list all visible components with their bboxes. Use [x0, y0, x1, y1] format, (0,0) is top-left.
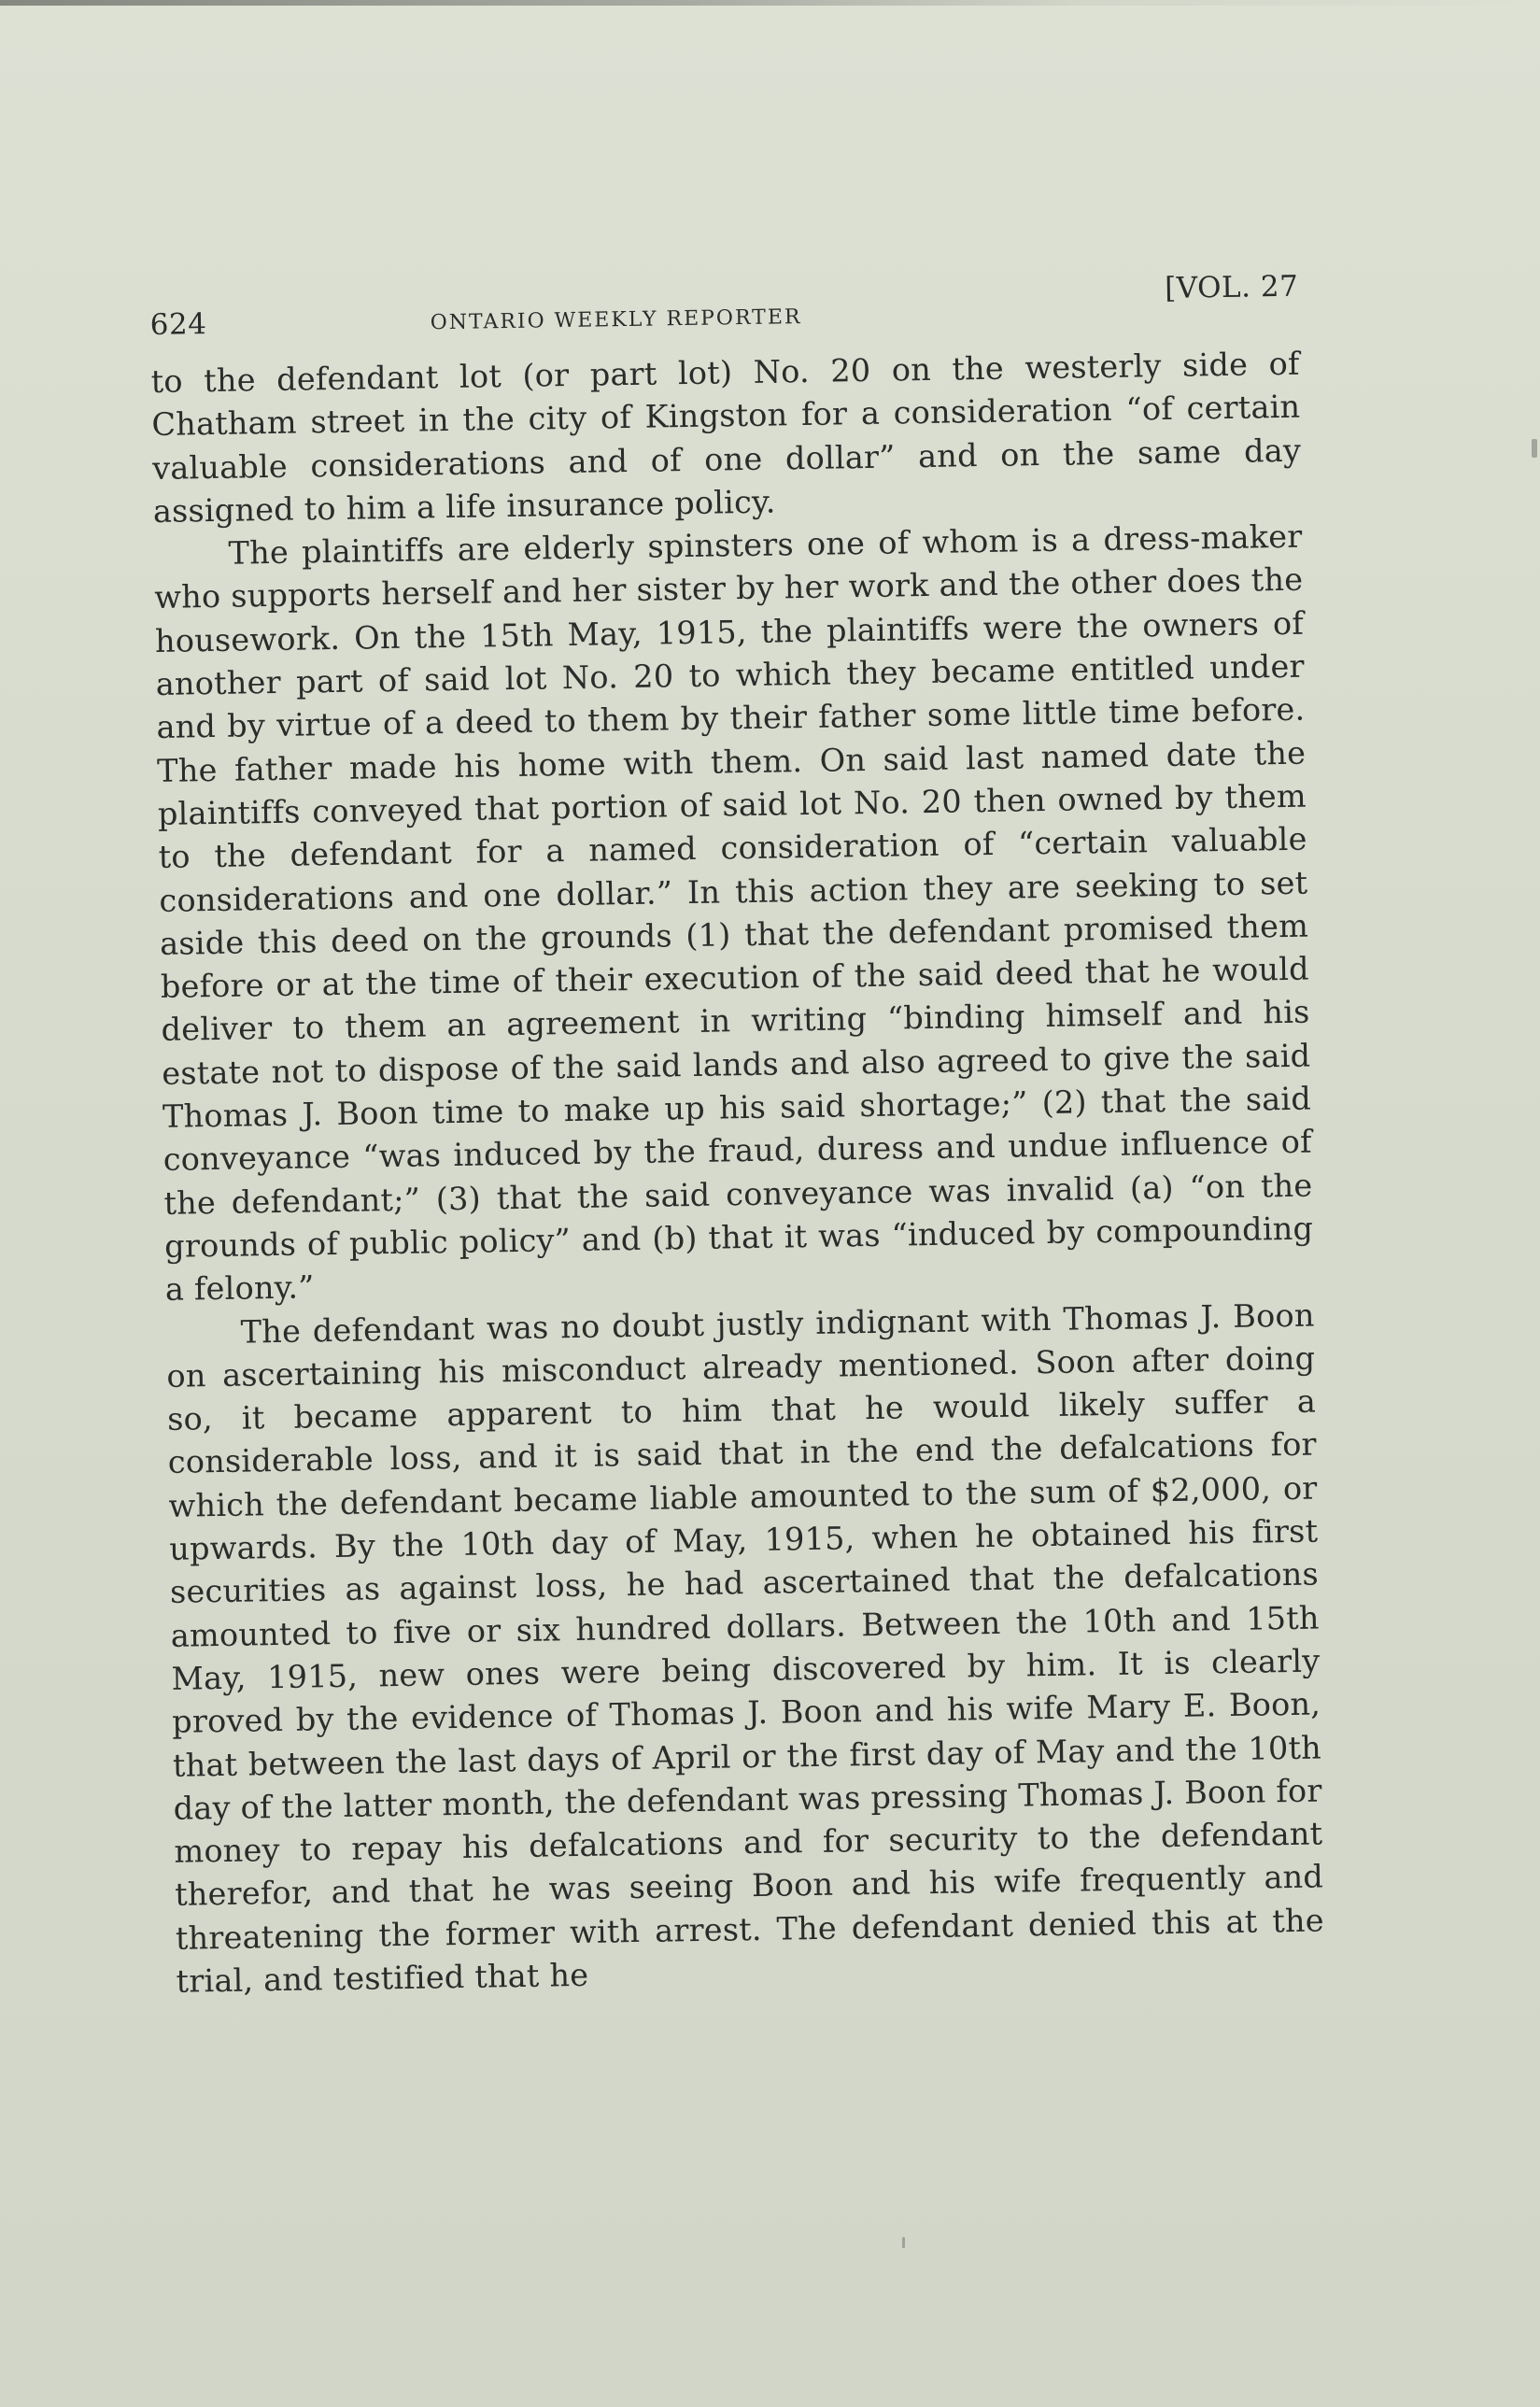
paragraph-plaintiffs: The plaintiffs are elderly spinsters one of whom is a dress-maker who supports herself and her sister by her work and the other does the housework. On the 15th May, 1915, the plaintiffs were the owners of another part of said lot No. 20 to which they became entitled under and by virtue of a deed to them by their father some little time before. The father made his home with them. On said last named date the plaintiffs conveyed that portion of said lot No. 20 then owned by them to the defendant for a named consideration of “certain valuable considerations and one dollar.” In this action they are seeking to set aside this deed on the grounds (1) that the defendant promised them before or at the time of their execution of the said deed that he would deliver to them an agreement in writing “binding himself and his estate not to dispose of the said lands and also agreed to give the said Thomas J. Boon time to make up his said shortage;” (2) that the said conveyance “was induced by the fraud, duress and undue influence of the defendant;” (3) that the said conveyance was invalid (a) “on the grounds of public policy” and (b) that it was “induced by compounding a felony.”	[154, 517, 1314, 1309]
page-number: 624	[149, 307, 207, 342]
paragraph-defendant: The defendant was no doubt justly indignant with Thomas J. Boon on ascertaining his misconduct already mentioned. Soon after doing so, it became apparent to him that he would likely suffer a considerable loss, and it is said that in the end the defalcations for which the defendant became liable amounted to the sum of $2,000, or upwards. By the 10th day of May, 1915, when he obtained his first securities as against loss, he had ascertained that the defalcations amounted to five or six hundred dollars. Between the 10th and 15th May, 1915, new ones were being discovered by him. It is clearly proved by the evidence of Thomas J. Boon and his wife Mary E. Boon, that between the last days of April or the first day of May and the 10th day of the latter month, the defendant was pressing Thomas J. Boon for money to repay his defalcations and for security to the defendant therefor, and that he was seeing Boon and his wife frequently and threatening the former with arrest. The defendant denied this at the trial, and testified that he	[166, 1296, 1325, 2000]
text-block	[149, 262, 1325, 2003]
volume-label: [VOL. 27	[1164, 269, 1299, 305]
paper-speck	[902, 2237, 905, 2248]
running-head	[149, 262, 1299, 342]
journal-title: ONTARIO WEEKLY REPORTER	[430, 305, 802, 335]
paper-speck	[1532, 439, 1537, 458]
paragraph-continuation: to the defendant lot (or part lot) No. 20 on the westerly side of Chatham street in the city of Kingston for a consideration “of certain valuable considerations and of one dollar” and on the same day assigned to him a life insurance policy.	[150, 345, 1302, 530]
